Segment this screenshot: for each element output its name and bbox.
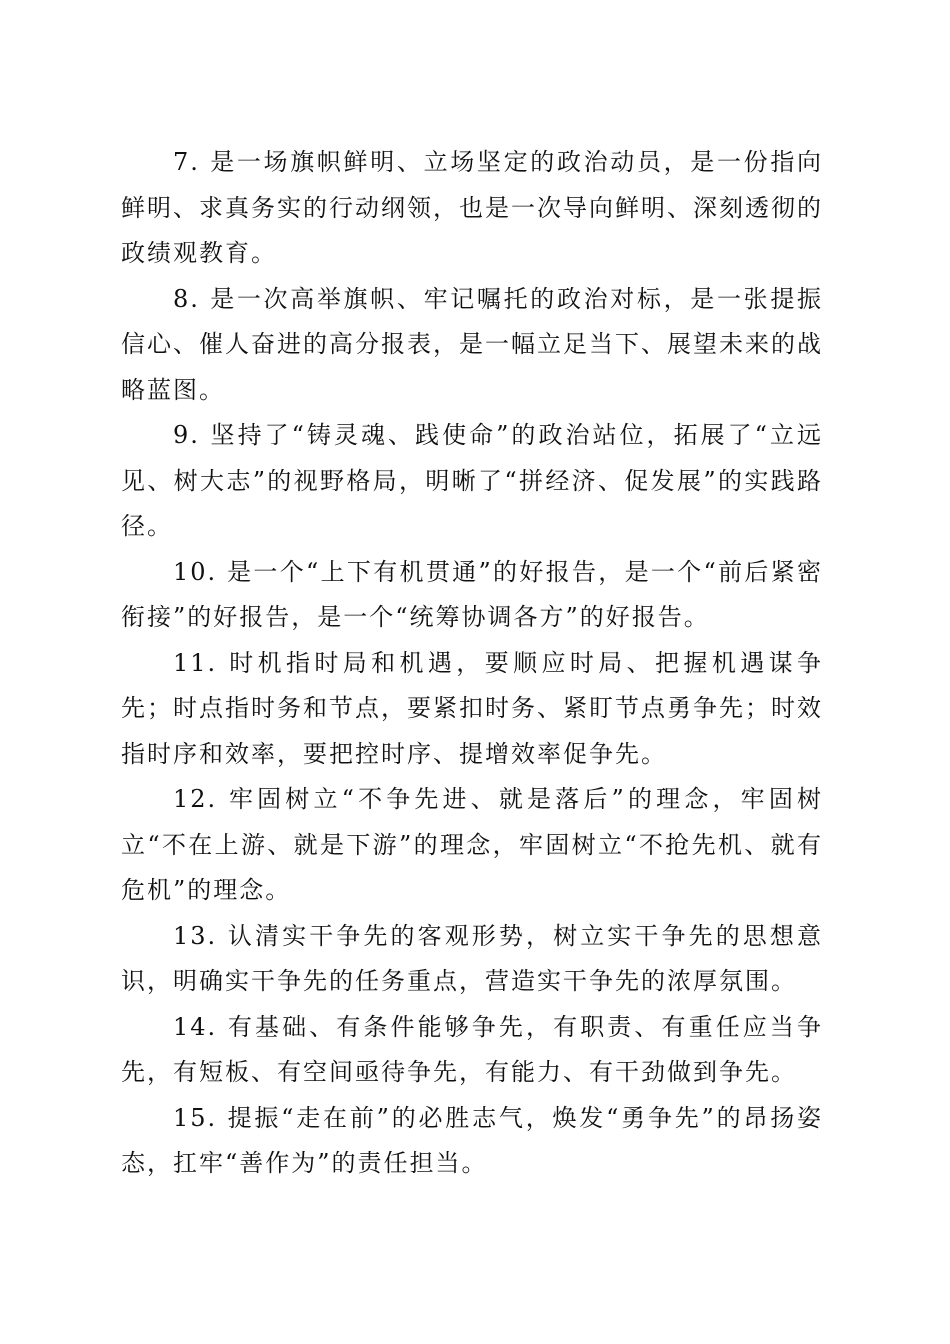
paragraph-11: 11. 时机指时局和机遇，要顺应时局、把握机遇谋争先；时点指时务和节点，要紧扣时务、紧盯节点勇争先；时效指时序和效率，要把控时序、提增效率促争先。 — [121, 648, 823, 768]
paragraph-8: 8. 是一次高举旗帜、牢记嘱托的政治对标，是一张提振信心、催人奋进的高分报表，是一幅立足当下、展望未来的战略蓝图。 — [121, 284, 823, 404]
paragraph-9: 9. 坚持了“铸灵魂、践使命”的政治站位，拓展了“立远见、树大志”的视野格局，明晰了“拼经济、促发展”的实践路径。 — [121, 421, 823, 540]
paragraph-10: 10. 是一个“上下有机贯通”的好报告，是一个“前后紧密衔接”的好报告，是一个“统筹协调各方”的好报告。 — [121, 557, 823, 631]
paragraph-15: 15. 提振“走在前”的必胜志气，焕发“勇争先”的昂扬姿态，扛牢“善作为”的责任担当。 — [121, 1103, 823, 1177]
paragraph-7: 7. 是一场旗帜鲜明、立场坚定的政治动员，是一份指向鲜明、求真务实的行动纲领，也是一次导向鲜明、深刻透彻的政绩观教育。 — [121, 148, 823, 267]
paragraph-14: 14. 有基础、有条件能够争先，有职责、有重任应当争先，有短板、有空间亟待争先，有能力、有干劲做到争先。 — [121, 1012, 823, 1086]
paragraph-12: 12. 牢固树立“不争先进、就是落后”的理念，牢固树立“不在上游、就是下游”的理念，牢固树立“不抢先机、就有危机”的理念。 — [121, 785, 823, 904]
paragraph-13: 13. 认清实干争先的客观形势，树立实干争先的思想意识，明确实干争先的任务重点，营造实干争先的浓厚氛围。 — [121, 921, 823, 995]
document-body — [121, 140, 823, 1187]
